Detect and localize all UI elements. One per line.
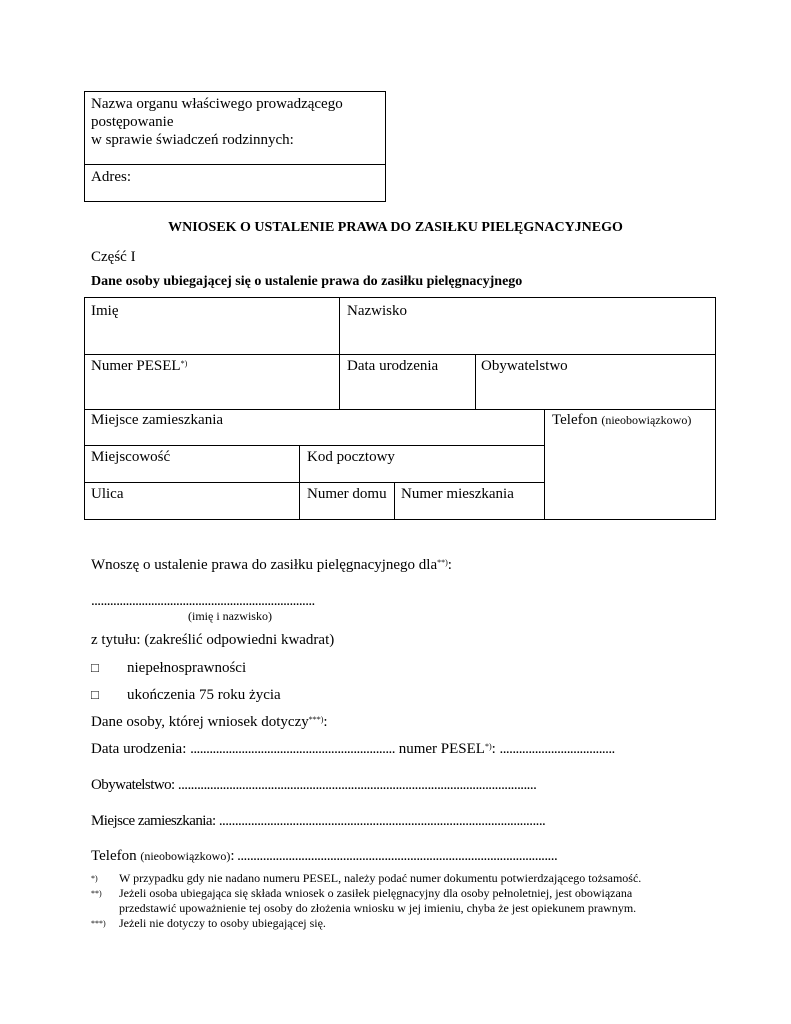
- footnote-3-mark: ***): [91, 919, 106, 928]
- person-pesel-input[interactable]: ....................................: [499, 741, 615, 757]
- phone-label: Telefon: [552, 412, 598, 428]
- person-phone-line[interactable]: [91, 847, 557, 865]
- authority-name-line3: w sprawie świadczeń rodzinnych:: [91, 132, 294, 148]
- phone-optional-note: (nieobowiązkowo): [601, 413, 692, 427]
- person-data-footnote-mark: ***): [308, 715, 324, 724]
- section-heading: Dane osoby ubiegającej się o ustalenie prawa do zasiłku pielęgnacyjnego: [91, 274, 523, 289]
- person-citizenship-line[interactable]: Obywatelstwo: ................................................................................................................: [91, 777, 537, 793]
- footnote-1-text: W przypadku gdy nie nadano numeru PESEL, należy podać numer dokumentu potwierdzającego tożsamość.: [119, 871, 642, 885]
- person-phone-label: Telefon: [91, 848, 137, 864]
- pesel-field[interactable]: [91, 357, 187, 375]
- footnote-3: [91, 916, 701, 931]
- person-data-heading: [91, 713, 328, 731]
- person-phone-input[interactable]: : ....................................................................................................: [230, 848, 558, 864]
- footnote-3-text: Jeżeli nie dotyczy to osoby ubiegającej się.: [119, 916, 326, 930]
- person-pesel-mark: *): [484, 742, 492, 751]
- option-disability-label: niepełnosprawności: [127, 660, 247, 676]
- first-name-field[interactable]: Imię: [91, 303, 119, 319]
- person-birth-input[interactable]: ................................................................: [190, 741, 395, 757]
- person-pesel-colon: :: [491, 741, 496, 757]
- citizenship-field[interactable]: Obywatelstwo: [481, 358, 568, 374]
- checkbox-age-75[interactable]: □: [91, 687, 99, 702]
- street-field[interactable]: Ulica: [91, 486, 124, 502]
- person-data-heading-text: Dane osoby, której wniosek dotyczy: [91, 714, 309, 730]
- flat-number-field[interactable]: Numer mieszkania: [401, 486, 514, 502]
- footnotes: [91, 871, 701, 931]
- person-birth-pesel-row[interactable]: [91, 740, 615, 758]
- request-footnote-mark: **): [437, 558, 448, 567]
- subject-name-hint: (imię i nazwisko): [188, 609, 272, 623]
- title-instruction: z tytułu: (zakreślić odpowiedni kwadrat): [91, 632, 335, 648]
- authority-address-label: Adres:: [91, 169, 131, 185]
- request-statement: [91, 556, 452, 574]
- authority-box: [84, 91, 386, 202]
- person-residence-line[interactable]: Miejsce zamieszkania: ......................................................................................................: [91, 813, 546, 829]
- applicant-table: [84, 297, 716, 520]
- residence-label: Miejsce zamieszkania: [91, 412, 224, 428]
- pesel-footnote-mark: *): [180, 359, 188, 368]
- postal-code-field[interactable]: Kod pocztowy: [307, 449, 395, 465]
- footnote-2-continued: [91, 901, 701, 916]
- birth-date-field[interactable]: Data urodzenia: [347, 358, 439, 374]
- option-age-75-label: ukończenia 75 roku życia: [127, 687, 281, 703]
- last-name-field[interactable]: Nazwisko: [347, 303, 407, 319]
- footnote-2-text-continued: przedstawić upoważnienie tej osoby do złożenia wniosku w jej imieniu, chyba że jest opiekunem prawnym.: [119, 901, 637, 915]
- city-field[interactable]: Miejscowość: [91, 449, 171, 465]
- footnote-2-mark: **): [91, 889, 102, 898]
- footnote-2-text: Jeżeli osoba ubiegająca się składa wniosek o zasiłek pielęgnacyjny dla osoby pełnoletniej, jest obowiązana: [119, 886, 633, 900]
- person-data-colon: :: [323, 714, 328, 730]
- subject-name-input[interactable]: .......................................................................: [91, 593, 315, 609]
- request-text: Wnoszę o ustalenie prawa do zasiłku pielęgnacyjnego dla: [91, 557, 438, 573]
- authority-name-line2: postępowanie: [91, 114, 174, 130]
- part-label: Część I: [91, 249, 136, 265]
- footnote-2: [91, 886, 701, 901]
- house-number-field[interactable]: Numer domu: [307, 486, 387, 502]
- person-pesel-label: numer PESEL: [398, 741, 485, 757]
- authority-name-line1: Nazwa organu właściwego prowadzącego: [91, 96, 343, 112]
- phone-field[interactable]: [552, 411, 691, 429]
- pesel-label: Numer PESEL: [91, 358, 181, 374]
- footnote-1-mark: *): [91, 874, 98, 883]
- option-disability[interactable]: [91, 659, 247, 677]
- person-birth-label: Data urodzenia:: [91, 741, 187, 757]
- request-colon: :: [447, 557, 452, 573]
- checkbox-disability[interactable]: □: [91, 660, 99, 675]
- footnote-1: [91, 871, 701, 886]
- person-phone-optional: (nieobowiązkowo): [140, 849, 231, 863]
- option-age-75[interactable]: [91, 686, 281, 704]
- form-title: WNIOSEK O USTALENIE PRAWA DO ZASIŁKU PIELĘGNACYJNEGO: [168, 220, 623, 235]
